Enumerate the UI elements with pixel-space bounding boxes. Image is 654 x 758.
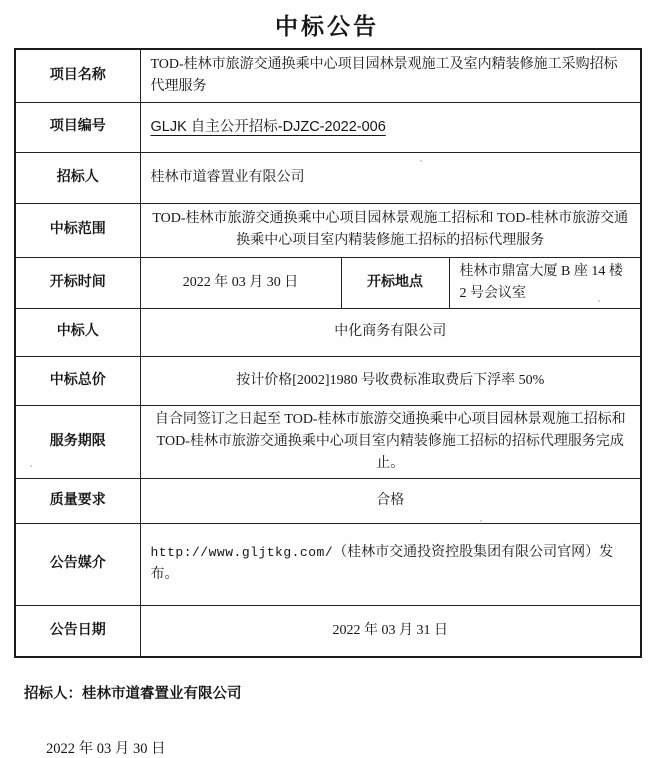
table-row [15, 308, 641, 356]
table-row [15, 356, 641, 405]
opening-place-label: 开标地点 [341, 257, 449, 308]
scan-speckle [30, 465, 32, 467]
table-row [15, 257, 641, 308]
announcement-media-cell [140, 523, 641, 605]
award-scope-value: TOD-桂林市旅游交通换乘中心项目园林景观施工招标和 TOD-桂林市旅游交通换乘中心项目室内精装修施工招标的招标代理服务 [140, 203, 641, 257]
tenderer-label: 招标人 [15, 152, 140, 203]
quality-requirement-label: 质量要求 [15, 478, 140, 523]
project-number-cell [140, 102, 641, 152]
announcement-date-value: 2022 年 03 月 31 日 [140, 605, 641, 657]
notice-table [14, 48, 642, 658]
table-row [15, 605, 641, 657]
winner-label: 中标人 [15, 308, 140, 356]
project-number-value: GLJK 自主公开招标-DJZC-2022-006 [150, 118, 386, 135]
project-number-label: 项目编号 [15, 102, 140, 152]
opening-time-value: 2022 年 03 月 30 日 [140, 257, 341, 308]
table-row [15, 152, 641, 203]
project-name-value: TOD-桂林市旅游交通换乘中心项目园林景观施工及室内精装修施工采购招标代理服务 [140, 49, 641, 102]
service-period-label: 服务期限 [15, 405, 140, 478]
winner-value: 中化商务有限公司 [140, 308, 641, 356]
award-price-label: 中标总价 [15, 356, 140, 405]
service-period-value: 自合同签订之日起至 TOD-桂林市旅游交通换乘中心项目园林景观施工招标和 TOD-桂林市旅游交通换乘中心项目室内精装修施工招标的招标代理服务完成止。 [140, 405, 641, 478]
table-row [15, 523, 641, 605]
table-row [15, 102, 641, 152]
announcement-url: http://www.gljtkg.com/ [150, 545, 334, 560]
table-row [15, 49, 641, 102]
announcement-media-label: 公告媒介 [15, 523, 140, 605]
quality-requirement-value: 合格 [140, 478, 641, 523]
footer-tenderer-line: 招标人：桂林市道睿置业有限公司 [24, 686, 242, 702]
award-price-value: 按计价格[2002]1980 号收费标准取费后下浮率 50% [140, 356, 641, 405]
opening-place-value: 桂林市鼎富大厦 B 座 14 楼 2 号会议室 [449, 257, 641, 308]
opening-time-label: 开标时间 [15, 257, 140, 308]
project-name-label: 项目名称 [15, 49, 140, 102]
announcement-media-value: （桂林市交通投资控股集团有限公司官网）发布。 [150, 545, 614, 582]
page-title: 中标公告 [275, 14, 379, 39]
table-row [15, 203, 641, 257]
scan-speckle [420, 160, 422, 162]
announcement-date-label: 公告日期 [15, 605, 140, 657]
scan-speckle [598, 300, 600, 302]
scan-speckle [480, 520, 482, 522]
table-row [15, 478, 641, 523]
footer-date-line: 2022 年 03 月 30 日 [46, 741, 166, 757]
tenderer-value: 桂林市道睿置业有限公司 [140, 152, 641, 203]
award-scope-label: 中标范围 [15, 203, 140, 257]
table-row [15, 405, 641, 478]
